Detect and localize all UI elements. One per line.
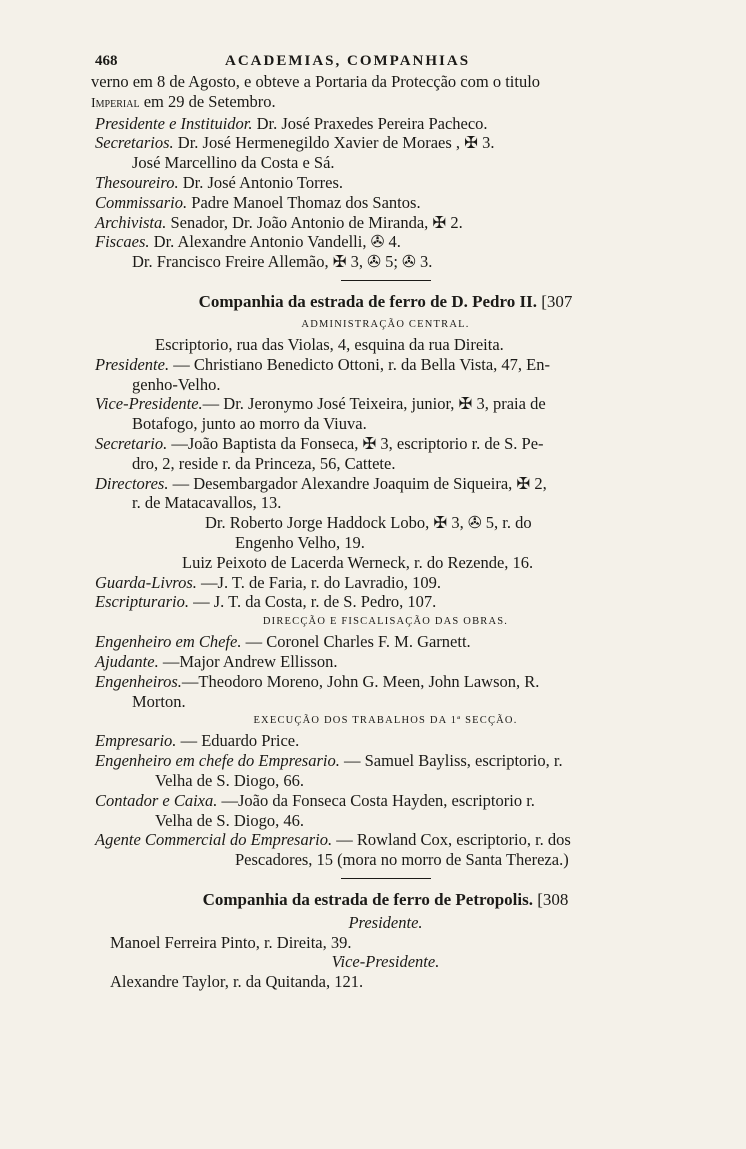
section-title: Companhia da estrada de ferro de D. Pedro II. [307 (198, 291, 573, 311)
entry-presidente: Presidente e Instituidor. Dr. José Praxedes Pereira Pacheco. (95, 113, 488, 133)
role-label: Vice-Presidente. (331, 952, 440, 972)
entry-name: Alexandre Taylor, r. da Quitanda, 121. (110, 972, 364, 992)
entry-secretario: Secretario. —João Baptista da Fonseca, ✠ 3, escriptorio r. de S. Pe- (95, 433, 544, 453)
entry-fiscaes: Fiscaes. Dr. Alexandre Antonio Vandelli, ✇ 4. (95, 232, 401, 252)
entry-continuation: Velha de S. Diogo, 46. (155, 810, 304, 830)
entry-continuation: Dr. Roberto Jorge Haddock Lobo, ✠ 3, ✇ 5, r. do (205, 513, 532, 533)
entry-continuation: dro, 2, reside r. da Princeza, 56, Cattete. (132, 453, 396, 473)
role-label: Presidente. (348, 912, 423, 932)
page-number: 468 (95, 53, 118, 69)
entry-escriptorio: Escriptorio, rua das Violas, 4, esquina da rua Direita. (155, 334, 504, 354)
entry-engenheiro-empresario: Engenheiro em chefe do Empresario. — Samuel Bayliss, escriptorio, r. (95, 751, 563, 771)
subheading: ADMINISTRAÇÃO CENTRAL. (301, 318, 470, 330)
entry-archivista: Archivista. Senador, Dr. João Antonio de Miranda, ✠ 2. (95, 212, 463, 232)
entry-name: Manoel Ferreira Pinto, r. Direita, 39. (110, 932, 352, 952)
entry-directores: Directores. — Desembargador Alexandre Joaquim de Siqueira, ✠ 2, (95, 473, 547, 493)
section-divider (341, 878, 431, 879)
entry-continuation: José Marcellino da Costa e Sá. (132, 153, 335, 173)
entry-secretarios: Secretarios. Dr. José Hermenegildo Xavier de Moraes , ✠ 3. (95, 133, 495, 153)
subheading: DIRECÇÃO E FISCALISAÇÃO DAS OBRAS. (262, 616, 509, 628)
entry-engenheiro-chefe: Engenheiro em Chefe. — Coronel Charles F. M. Garnett. (95, 632, 471, 652)
intro-line: Imperial em 29 de Setembro. (91, 91, 276, 111)
entry-continuation: Morton. (132, 691, 186, 711)
entry-continuation: r. de Matacavallos, 13. (132, 493, 282, 513)
entry-escripturario: Escripturario. — J. T. da Costa, r. de S. Pedro, 107. (95, 592, 437, 612)
entry-engenheiros: Engenheiros.—Theodoro Moreno, John G. Meen, John Lawson, R. (95, 671, 540, 691)
entry-continuation: Velha de S. Diogo, 66. (155, 770, 304, 790)
entry-contador: Contador e Caixa. —João da Fonseca Costa Hayden, escriptorio r. (95, 790, 535, 810)
running-title: ACADEMIAS, COMPANHIAS (225, 53, 471, 69)
entry-ajudante: Ajudante. —Major Andrew Ellisson. (95, 651, 338, 671)
entry-continuation: Luiz Peixoto de Lacerda Werneck, r. do Rezende, 16. (182, 552, 534, 572)
section-title: Companhia da estrada de ferro de Petropolis. [308 (202, 889, 569, 909)
entry-continuation: Botafogo, junto ao morro da Viuva. (132, 414, 367, 434)
running-header (95, 50, 676, 72)
entry-commissario: Commissario. Padre Manoel Thomaz dos Santos. (95, 192, 421, 212)
entry-continuation: Dr. Francisco Freire Allemão, ✠ 3, ✇ 5; ✇ 3. (132, 252, 433, 272)
entry-continuation: genho-Velho. (132, 374, 221, 394)
section-divider (341, 280, 431, 281)
entry-agente: Agente Commercial do Empresario. — Rowland Cox, escriptorio, r. dos (95, 830, 571, 850)
entry-guarda-livros: Guarda-Livros. —J. T. de Faria, r. do Lavradio, 109. (95, 572, 442, 592)
entry-continuation: Engenho Velho, 19. (235, 532, 365, 552)
intro-line: verno em 8 de Agosto, e obteve a Portaria da Protecção com o titulo (91, 72, 541, 91)
entry-vice-presidente: Vice-Presidente.— Dr. Jeronymo José Teixeira, junior, ✠ 3, praia de (95, 394, 546, 414)
entry-thesoureiro: Thesoureiro. Dr. José Antonio Torres. (95, 172, 344, 192)
subheading: EXECUÇÃO DOS TRABALHOS DA 1ª SECÇÃO. (253, 715, 518, 727)
entry-empresario: Empresario. — Eduardo Price. (95, 731, 300, 751)
entry-continuation: Pescadores, 15 (mora no morro de Santa Thereza.) (235, 850, 569, 870)
entry-presidente: Presidente. — Christiano Benedicto Ottoni, r. da Bella Vista, 47, En- (95, 354, 550, 374)
